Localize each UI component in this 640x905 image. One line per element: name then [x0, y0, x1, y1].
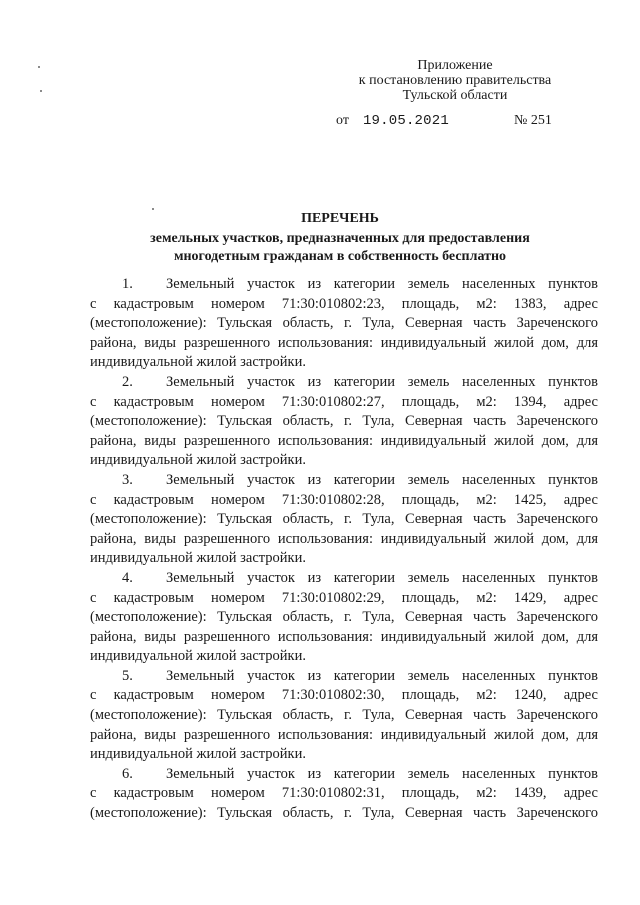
scan-speck	[38, 66, 40, 68]
list-item	[90, 471, 598, 569]
appendix-line: Тульской области	[402, 88, 508, 103]
item-text-line: района, виды разрешенного использования: индивидуальный жилой дом, для	[90, 726, 598, 743]
item-text-line: (местоположение): Тульская область, г. Тула, Северная часть Зареченского	[90, 609, 598, 626]
item-text-line: индивидуальной жилой застройки.	[90, 550, 306, 567]
list-item	[90, 275, 598, 373]
item-text-line: района, виды разрешенного использования: индивидуальный жилой дом, для	[90, 334, 598, 351]
document-subtitle-line: земельных участков, предназначенных для предоставления	[150, 231, 530, 246]
list-item	[90, 373, 598, 471]
item-text-line: с кадастровым номером 71:30:010802:31, площадь, м2: 1439, адрес	[90, 785, 598, 802]
document-subtitle-line: многодетным гражданам в собственность бесплатно	[173, 249, 507, 264]
item-text: Земельный участок из категории земель населенных пунктов	[166, 569, 598, 586]
item-number: 6.	[122, 765, 133, 782]
item-text-line: индивидуальной жилой застройки.	[90, 648, 306, 665]
item-number: 3.	[122, 471, 133, 488]
item-text-line: (местоположение): Тульская область, г. Тула, Северная часть Зареченского	[90, 315, 598, 332]
item-text: Земельный участок из категории земель населенных пунктов	[166, 765, 598, 782]
item-text-line: с кадастровым номером 71:30:010802:23, площадь, м2: 1383, адрес	[90, 295, 598, 312]
item-text-line: индивидуальной жилой застройки.	[90, 746, 306, 763]
item-text-line: района, виды разрешенного использования: индивидуальный жилой дом, для	[90, 432, 598, 449]
item-text-line: с кадастровым номером 71:30:010802:27, площадь, м2: 1394, адрес	[90, 393, 598, 410]
document-title: ПЕРЕЧЕНЬ	[301, 211, 379, 226]
item-text-line: района, виды разрешенного использования: индивидуальный жилой дом, для	[90, 628, 598, 645]
appendix-line: Приложение	[417, 58, 493, 73]
item-text: Земельный участок из категории земель населенных пунктов	[166, 667, 598, 684]
document-number: № 251	[514, 113, 552, 128]
item-text-line: (местоположение): Тульская область, г. Тула, Северная часть Зареченского	[90, 707, 598, 724]
item-number: 1.	[122, 276, 133, 292]
list-item	[90, 667, 598, 765]
date-prefix: от	[336, 113, 349, 128]
item-text-line: с кадастровым номером 71:30:010802:28, площадь, м2: 1425, адрес	[90, 491, 598, 508]
item-text-line: индивидуальной жилой застройки.	[90, 452, 306, 469]
item-text-line: с кадастровым номером 71:30:010802:29, площадь, м2: 1429, адрес	[90, 589, 598, 606]
item-text-line: (местоположение): Тульская область, г. Тула, Северная часть Зареченского	[90, 805, 598, 822]
appendix-block	[330, 58, 580, 103]
item-text-line: с кадастровым номером 71:30:010802:30, площадь, м2: 1240, адрес	[90, 687, 598, 704]
item-text: Земельный участок из категории земель населенных пунктов	[166, 471, 598, 488]
scan-speck	[40, 90, 42, 92]
item-first-line	[90, 471, 598, 491]
item-first-line	[90, 765, 598, 785]
item-first-line	[90, 275, 598, 295]
item-text-line: (местоположение): Тульская область, г. Тула, Северная часть Зареченского	[90, 413, 598, 430]
list-item	[90, 765, 598, 824]
item-first-line	[90, 667, 598, 687]
item-first-line	[90, 569, 598, 589]
item-number: 2.	[122, 373, 133, 390]
item-text: Земельный участок из категории земель населенных пунктов	[166, 373, 598, 390]
land-plot-list	[90, 275, 598, 824]
item-text-line: (местоположение): Тульская область, г. Тула, Северная часть Зареченского	[90, 511, 598, 528]
item-number: 4.	[122, 569, 133, 586]
document-date: 19.05.2021	[362, 113, 449, 129]
item-text: Земельный участок из категории земель населенных пунктов	[166, 276, 598, 292]
date-number-line	[336, 113, 552, 129]
item-number: 5.	[122, 667, 133, 684]
item-text-line: индивидуальной жилой застройки.	[90, 354, 306, 371]
list-item	[90, 569, 598, 667]
appendix-line: к постановлению правительства	[358, 73, 552, 88]
item-text-line: района, виды разрешенного использования: индивидуальный жилой дом, для	[90, 530, 598, 547]
item-first-line	[90, 373, 598, 393]
